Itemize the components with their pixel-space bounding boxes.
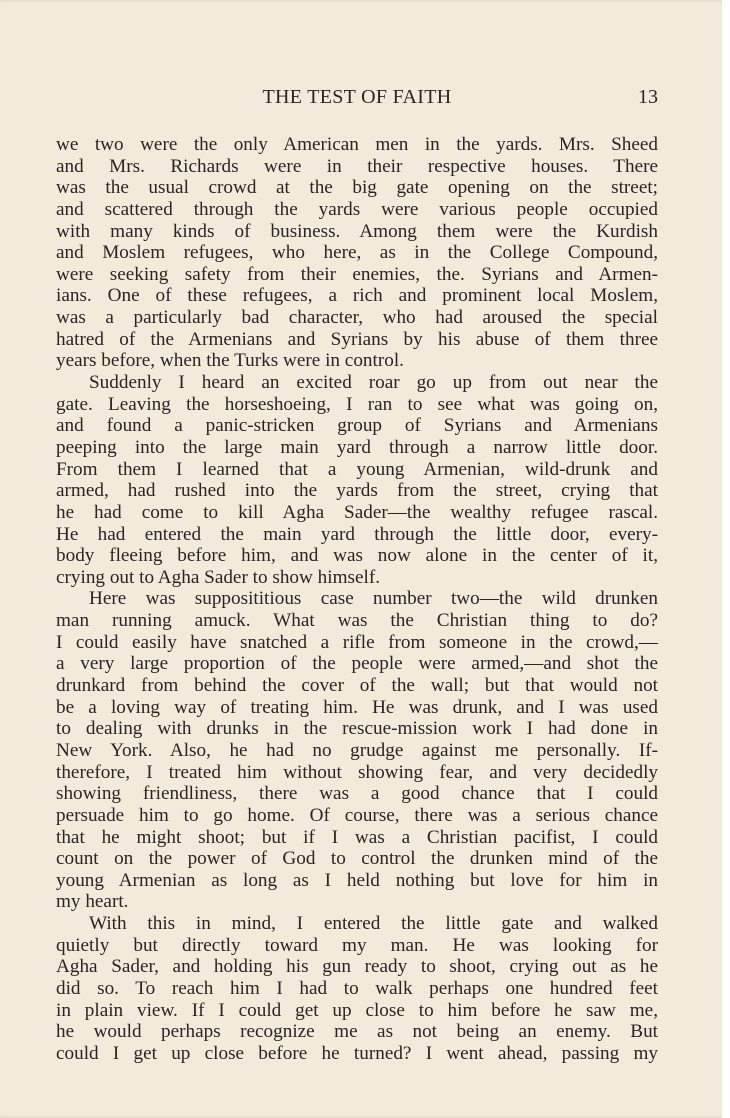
text-line: With this in mind, I entered the little gate and walked xyxy=(89,913,658,935)
text-line: be a loving way of treating him. He was drunk, and I was used xyxy=(56,696,658,718)
text-line: hatred of the Armenians and Syrians by his abuse of them three xyxy=(56,328,658,350)
text-line: quietly but directly toward my man. He was looking for xyxy=(56,934,658,956)
text-line: and Mrs. Richards were in their respective houses. There xyxy=(56,155,658,177)
text-line: showing friendliness, there was a good chance that I could xyxy=(56,783,658,805)
text-line: he would perhaps recognize me as not being an enemy. But xyxy=(56,1021,658,1043)
text-line: in plain view. If I could get up close to him before he saw me, xyxy=(56,999,658,1021)
paragraph xyxy=(56,913,658,1064)
text-line: armed, had rushed into the yards from the street, crying that xyxy=(56,480,658,502)
text-line: were seeking safety from their enemies, the. Syrians and Armen- xyxy=(56,263,658,285)
page-edge xyxy=(722,0,726,1118)
text-line: I could easily have snatched a rifle from someone in the crowd,— xyxy=(56,631,658,653)
text-line: that he might shoot; but if I was a Christian pacifist, I could xyxy=(56,826,658,848)
text-line: gate. Leaving the horseshoeing, I ran to see what was going on, xyxy=(56,393,658,415)
text-line: and found a panic-stricken group of Syrians and Armenians xyxy=(56,415,658,437)
text-line: New York. Also, he had no grudge against me personally. If- xyxy=(56,739,658,761)
text-line: He had entered the main yard through the little door, every- xyxy=(56,523,658,545)
text-line: we two were the only American men in the yards. Mrs. Sheed xyxy=(56,134,658,155)
text-line: years before, when the Turks were in control. xyxy=(56,350,404,372)
text-line: to dealing with drunks in the rescue-mission work I had done in xyxy=(56,718,658,740)
text-line: therefore, I treated him without showing fear, and very decidedly xyxy=(56,761,658,783)
running-head xyxy=(56,86,658,118)
text-line: a very large proportion of the people were armed,—and shot the xyxy=(56,653,658,675)
page-number: 13 xyxy=(638,86,658,108)
text-line: Here was supposititious case number two—the wild drunken xyxy=(89,588,658,610)
text-line: crying out to Agha Sader to show himself. xyxy=(56,566,381,588)
text-line: ians. One of these refugees, a rich and prominent local Moslem, xyxy=(56,285,658,307)
text-line: man running amuck. What was the Christian thing to do? xyxy=(56,610,658,632)
text-line: persuade him to go home. Of course, there was a serious chance xyxy=(56,804,658,826)
text-line: Suddenly I heard an excited roar go up from out near the xyxy=(89,372,658,394)
text-line: my heart. xyxy=(56,891,129,913)
text-line: young Armenian as long as I held nothing but love for him in xyxy=(56,869,658,891)
running-title: THE TEST OF FAITH xyxy=(262,86,452,108)
text-line: count on the power of God to control the drunken mind of the xyxy=(56,848,658,870)
text-line: From them I learned that a young Armenian, wild-drunk and xyxy=(56,458,658,480)
paragraph xyxy=(56,372,658,588)
text-line: peeping into the large main yard through a narrow little door. xyxy=(56,436,658,458)
text-line: could I get up close before he turned? I went ahead, passing my xyxy=(56,1042,658,1064)
text-line: and Moslem refugees, who here, as in the College Compound, xyxy=(56,242,658,264)
paragraph xyxy=(56,588,658,913)
paragraph xyxy=(56,134,658,372)
body-text xyxy=(56,134,658,1065)
text-line: did so. To reach him I had to walk perhaps one hundred feet xyxy=(56,977,658,999)
text-line: was a particularly bad character, who had aroused the special xyxy=(56,307,658,329)
text-line: Agha Sader, and holding his gun ready to shoot, crying out as he xyxy=(56,956,658,978)
text-line: was the usual crowd at the big gate opening on the street; xyxy=(56,177,658,199)
text-line: and scattered through the yards were various people occupied xyxy=(56,198,658,220)
text-line: with many kinds of business. Among them were the Kurdish xyxy=(56,220,658,242)
text-line: body fleeing before him, and was now alone in the center of it, xyxy=(56,545,658,567)
text-line: drunkard from behind the cover of the wall; but that would not xyxy=(56,675,658,697)
text-line: he had come to kill Agha Sader—the wealthy refugee rascal. xyxy=(56,501,658,523)
